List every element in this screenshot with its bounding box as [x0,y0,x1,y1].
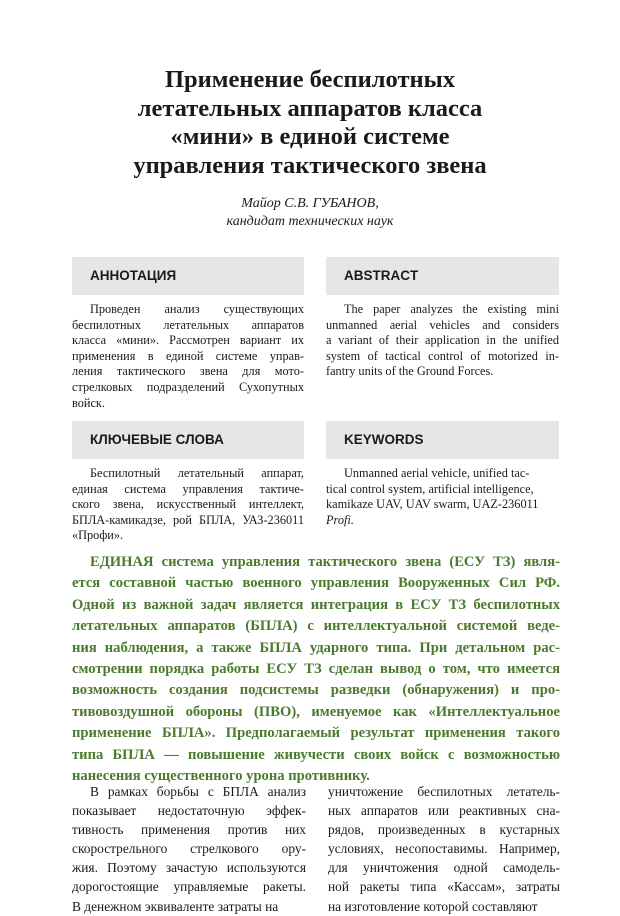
keywords-en-line: kamikaze UAV, UAV swarm, UAZ-236011 [326,497,539,512]
body-line: рядов, произведенных в кустарных [328,822,560,838]
author-name: Майор С.В. ГУБАНОВ, [241,196,379,211]
body-line: условиях, несопоставимы. Например, [328,841,560,857]
abstract-heading: ABSTRACT [326,257,559,295]
abstract-line: system of tactical control of motorized in- [326,348,559,363]
keywords-en-heading: KEYWORDS [326,421,559,459]
annotation-line: класса «мини». Рассмотрен вариант их [72,333,304,348]
keywords-en-line: Unmanned aerial vehicle, unified tac- [344,466,530,480]
annotation-heading: АННОТАЦИЯ [72,257,304,295]
lead-line: Одной из важной задач является интеграция в ЕСУ ТЗ беспилотных [72,596,560,613]
annotation-line: ления тактического звена для мото- [72,364,304,379]
title-line: управления тактического звена [133,151,487,179]
annotation-line: применения в единой системе управ- [72,348,304,363]
title-line: Применение беспилотных [165,66,455,93]
annotation-text [72,302,304,411]
keywords-en-line-italic: Profi. [326,512,354,527]
keywords-ru-line: единая система управления тактиче- [72,481,304,496]
title-line: летательных аппаратов класса [137,94,483,122]
abstract-text [326,302,559,380]
body-line: на изготовление которой составляют [328,898,538,914]
lead-line: типа БПЛА — повышение живучести своих войск с возможностью [72,746,560,763]
keywords-ru-line: «Профи». [72,528,124,543]
author-degree: кандидат технических наук [226,214,394,229]
lead-line: ЕДИНАЯ система управления тактического звена (ЕСУ ТЗ) явля- [90,554,560,570]
body-line: ной ракеты типа «Кассам», затраты [328,879,560,895]
keywords-ru-line: Беспилотный летательный аппарат, [90,466,304,480]
body-line: скорострельного стрелкового ору- [72,841,306,857]
lead-line: летательных аппаратов (БПЛА) с интеллектуальной системой веде- [72,618,560,635]
body-line: тивность применения против них [72,822,306,838]
body-column-left [72,782,306,916]
abstract-line: a variant of their application in the unified [326,333,559,348]
annotation-line: войск. [72,395,105,410]
lead-paragraph [72,552,560,787]
keywords-en-line: tical control system, artificial intelligence, [326,481,534,496]
lead-line: ния наблюдения, а также БПЛА ударного типа. При детальном рас- [72,639,560,656]
lead-line: возможность создания подсистемы разведки (обнаружения) и про- [72,682,560,699]
body-line: уничтожение беспилотных летатель- [328,784,560,799]
keywords-ru-heading: КЛЮЧЕВЫЕ СЛОВА [72,421,304,459]
body-line: В денежном эквиваленте затраты на [72,898,279,914]
body-line: жия. Поэтому зачастую используются [72,860,306,876]
abstract-line: The paper analyzes the existing mini [344,302,559,316]
annotation-line: Проведен анализ существующих [90,302,304,316]
abstract-line: unmanned aerial vehicles and considers [326,317,559,332]
body-line: для уничтожения одной самодель- [328,860,560,876]
body-line: показывает недостаточную эффек- [72,803,306,819]
body-column-right [328,782,560,916]
keywords-ru-line: ского звена, искусственный интеллект, [72,497,304,512]
keywords-ru-line: БПЛА-камикадзе, рой БПЛА, УАЗ-236011 [72,512,304,527]
lead-line: ется составной частью военного управления Вооруженных Сил РФ. [72,575,560,592]
body-line: В рамках борьбы с БПЛА анализ [90,784,306,799]
abstract-line: fantry units of the Ground Forces. [326,364,494,379]
body-line: дорогостоящие управляемые ракеты. [72,879,306,895]
keywords-en-text [326,466,559,528]
author-block [150,195,470,231]
lead-line: тивовоздушной обороны (ПВО), именуемое как «Интеллектуальное [72,703,560,720]
lead-line: смотрении порядка работы ЕСУ ТЗ сделан вывод о том, что имеется [72,661,560,678]
lead-line: применение БПЛА». Предполагаемый результат применения такого [72,725,560,742]
article-title [60,66,560,180]
annotation-line: стрелковых подразделений Сухопутных [72,379,304,394]
lead-line: нанесения существенного урона противнику. [72,768,370,785]
body-line: ных аппаратов или реактивных сна- [328,803,560,819]
keywords-ru-text [72,466,304,544]
title-line: «мини» в единой системе [170,123,450,150]
annotation-line: беспилотных летательных аппаратов [72,317,304,332]
